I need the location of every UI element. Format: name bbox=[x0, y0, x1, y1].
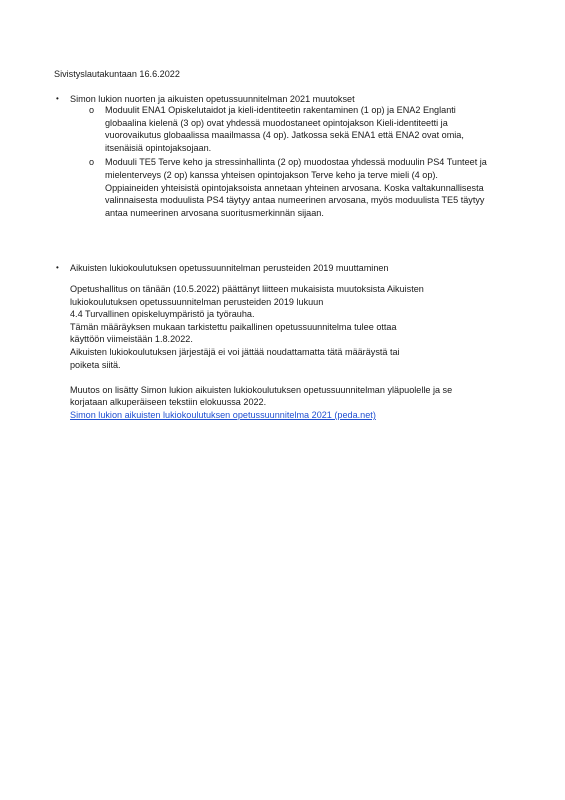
curriculum-link[interactable]: Simon lukion aikuisten lukiokoulutuksen opetussuunnitelma 2021 (peda.net) bbox=[70, 409, 376, 420]
text-line: poiketa siitä. bbox=[70, 359, 121, 370]
text-line: Moduulit ENA1 Opiskelutaidot ja kieli-identiteetin rakentaminen (1 op) ja ENA2 Englanti bbox=[105, 105, 456, 115]
list-item bbox=[89, 156, 519, 219]
section2-body bbox=[70, 283, 510, 422]
list-item bbox=[89, 104, 519, 154]
paragraph-gap bbox=[70, 371, 510, 384]
text-line: 4.4 Turvallinen opiskeluympäristö ja työrauha. bbox=[70, 309, 255, 320]
sub-bullet-icon: o bbox=[89, 105, 95, 115]
list-item-text bbox=[105, 104, 464, 154]
section2-heading: Aikuisten lukiokoulutuksen opetussuunnitelman perusteiden 2019 muuttaminen bbox=[70, 263, 389, 273]
meeting-date-line: Sivistyslautakuntaan 16.6.2022 bbox=[54, 69, 180, 79]
list-item-text bbox=[105, 156, 487, 219]
text-line: antaa numeerinen arvosana suoritusmerkinnän sijaan. bbox=[105, 207, 324, 218]
text-line: Opetushallitus on tänään (10.5.2022) päättänyt liitteen mukaisista muutoksista Aikuisten bbox=[70, 284, 424, 294]
text-line: lukiokoulutuksen opetussuunnitelman perusteiden 2019 lukuun bbox=[70, 296, 324, 307]
section1-heading: Simon lukion nuorten ja aikuisten opetussuunnitelman 2021 muutokset bbox=[70, 94, 355, 104]
text-line: Muutos on lisätty Simon lukion aikuisten lukiokoulutuksen opetussuunnitelman yläpuolelle ja se bbox=[70, 384, 453, 395]
text-line: käyttöön viimeistään 1.8.2022. bbox=[70, 334, 193, 345]
text-line: korjataan alkuperäiseen tekstiin elokuussa 2022. bbox=[70, 397, 267, 408]
text-line: itsenäisiä opintojaksojaan. bbox=[105, 142, 212, 153]
text-line: Moduuli TE5 Terve keho ja stressinhallinta (2 op) muodostaa yhdessä moduulin PS4 Tunteet ja bbox=[105, 157, 487, 168]
text-line: valinnaisesta moduulista PS4 täytyy antaa numeerinen arvosana, myös moduulista TE5 täytyy bbox=[105, 195, 485, 206]
sub-bullet-icon: o bbox=[89, 157, 95, 168]
bullet-icon: • bbox=[56, 263, 59, 272]
text-line: mielenterveys (2 op) kanssa yhteisen opintojakson Terve keho ja terve mieli (4 op). bbox=[105, 169, 438, 180]
section2-heading-row bbox=[56, 262, 389, 275]
text-line: Aikuisten lukiokoulutuksen järjestäjä ei voi jättää noudattamatta tätä määräystä tai bbox=[70, 346, 400, 357]
bullet-icon: • bbox=[56, 94, 59, 103]
text-line: Tämän määräyksen mukaan tarkistettu paikallinen opetussuunnitelma tulee ottaa bbox=[70, 321, 397, 332]
text-line: vuorovaikutus globaalissa maailmassa (4 op). Jatkossa sekä ENA1 että ENA2 ovat omia, bbox=[105, 130, 464, 141]
text-line: globaalina kielenä (3 op) ovat yhdessä muodostaneet opintojakson Kieli-identiteetti ja bbox=[105, 117, 448, 128]
section1-sub-list bbox=[89, 104, 519, 221]
text-line: Oppiaineiden yhteisistä opintojaksoista annetaan yhteinen arvosana. Koska valtakunnallisesta bbox=[105, 182, 484, 193]
